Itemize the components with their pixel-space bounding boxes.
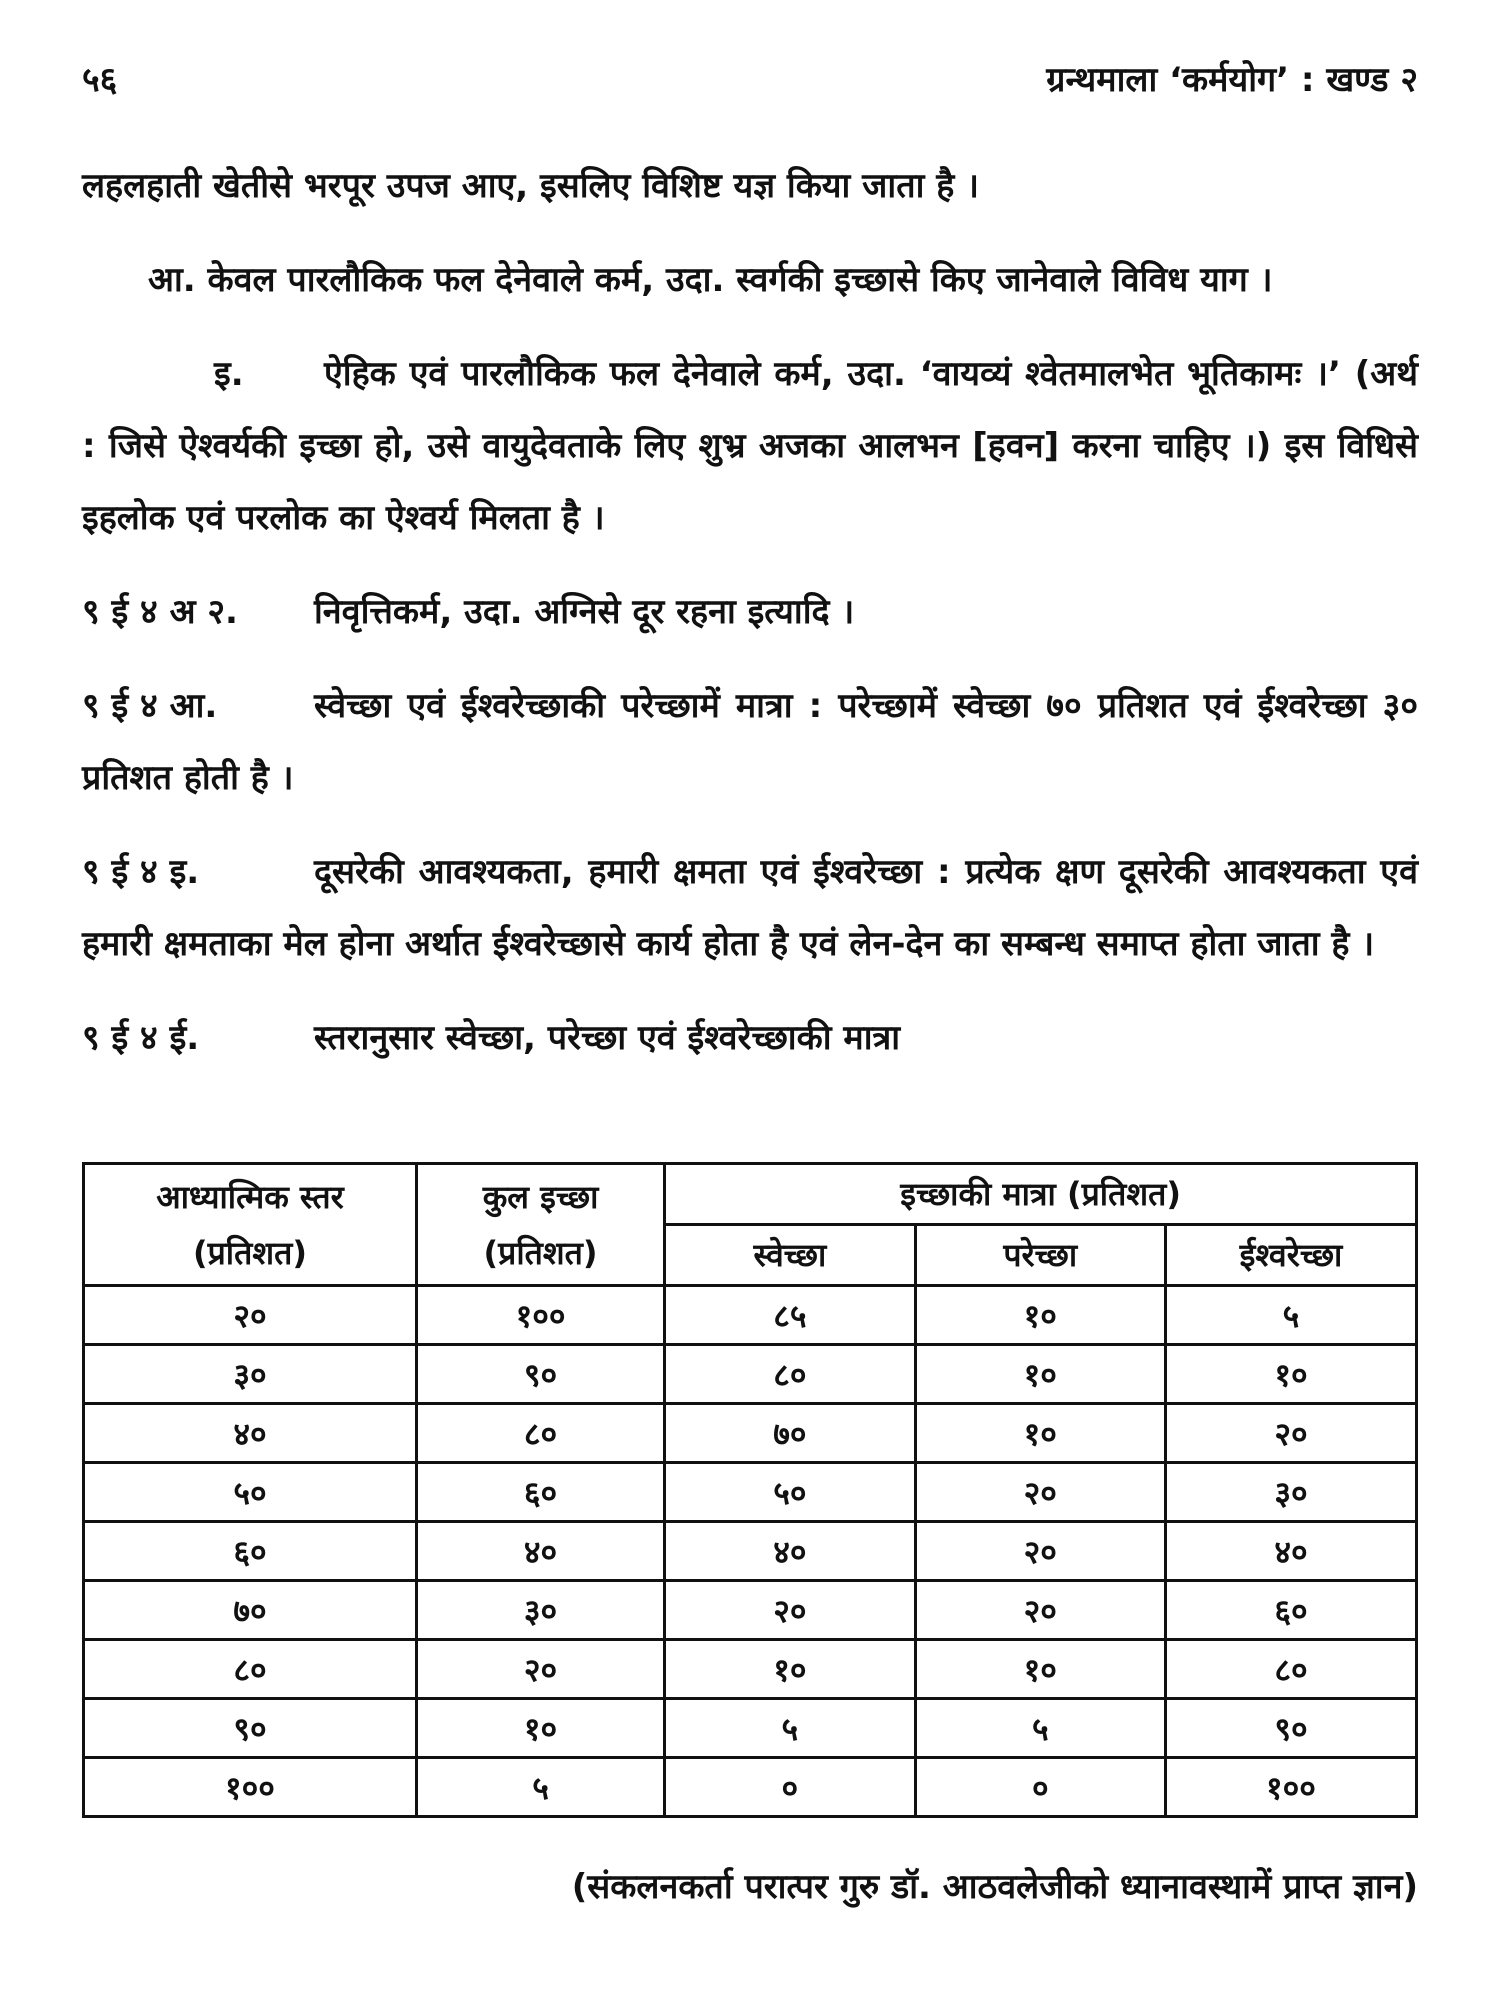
paragraph-item-aa: आ. केवल पारलौकिक फल देनेवाले कर्म, उदा. स्वर्गकी इच्छासे किए जानेवाले विविध याग । (148, 260, 1273, 300)
cell-others-will: ० (915, 1758, 1165, 1817)
section-text: प्रत्येक क्षण दूसरेकी आवश्यकता एवं हमारी क्षमताका मेल होना अर्थात ईश्वरेच्छासे कार्य होता है एवं लेन-देन का सम्बन्ध समाप्त होता जाता है । (82, 852, 1418, 964)
table-row (84, 1522, 1417, 1581)
cell-gods-will: ८० (1165, 1640, 1416, 1699)
table-row (84, 1581, 1417, 1640)
cell-gods-will: ९० (1165, 1699, 1416, 1758)
cell-others-will: १० (915, 1640, 1165, 1699)
header-others-will: परेच्छा (915, 1225, 1165, 1286)
source-note: (संकलनकर्ता परात्पर गुरु डॉ. आठवलेजीको ध्यानावस्थामें प्राप्त ज्ञान) (571, 1867, 1418, 1907)
cell-own-will: १० (665, 1640, 915, 1699)
cell-level: ४० (84, 1404, 417, 1463)
cell-total: १०० (416, 1286, 664, 1345)
cell-total: ५ (416, 1758, 664, 1817)
table-row (84, 1640, 1417, 1699)
cell-total: ९० (416, 1345, 664, 1404)
cell-own-will: ७० (665, 1404, 915, 1463)
section-number: ९ ई ४ इ. (82, 852, 200, 892)
table-row (84, 1404, 1417, 1463)
table-row (84, 1345, 1417, 1404)
table-row (84, 1758, 1417, 1817)
cell-level: ५० (84, 1463, 417, 1522)
body-text (82, 150, 1418, 1096)
cell-own-will: ५ (665, 1699, 915, 1758)
cell-others-will: १० (915, 1404, 1165, 1463)
cell-level: १०० (84, 1758, 417, 1817)
cell-total: ३० (416, 1581, 664, 1640)
cell-total: २० (416, 1640, 664, 1699)
cell-gods-will: १० (1165, 1345, 1416, 1404)
cell-level: ८० (84, 1640, 417, 1699)
table-header-row (84, 1164, 1417, 1225)
paragraph-continuation: लहलहाती खेतीसे भरपूर उपज आए, इसलिए विशिष्ट यज्ञ किया जाता है । (82, 166, 980, 206)
cell-level: २० (84, 1286, 417, 1345)
item-text: ऐहिक एवं पारलौकिक फल देनेवाले कर्म, उदा. ‘वायव्यं श्वेतमालभेत भूतिकामः ।’ (अर्थ : जिसे ऐश्वर्यकी इच्छा हो, उसे वायुदेवताके लिए शुभ्र अजका आलभन [हवन] करना चाहिए ।) इस विधिसे इहलोक एवं परलोक का ऐश्वर्य मिलता है । (82, 354, 1418, 538)
cell-gods-will: ६० (1165, 1581, 1416, 1640)
cell-level: ३० (84, 1345, 417, 1404)
cell-level: ७० (84, 1581, 417, 1640)
table-row (84, 1463, 1417, 1522)
cell-own-will: ० (665, 1758, 915, 1817)
cell-own-will: ८५ (665, 1286, 915, 1345)
section-heading: स्तरानुसार स्वेच्छा, परेच्छा एवं ईश्वरेच्छाकी मात्रा (314, 1018, 901, 1058)
section-number: ९ ई ४ ई. (82, 1018, 200, 1058)
cell-gods-will: २० (1165, 1404, 1416, 1463)
cell-others-will: १० (915, 1345, 1165, 1404)
cell-own-will: ४० (665, 1522, 915, 1581)
header-spiritual-level (84, 1164, 417, 1286)
header-total-desire (416, 1164, 664, 1286)
section-text: निवृत्तिकर्म, उदा. अग्निसे दूर रहना इत्यादि । (314, 592, 855, 632)
cell-gods-will: ३० (1165, 1463, 1416, 1522)
cell-own-will: ८० (665, 1345, 915, 1404)
cell-own-will: २० (665, 1581, 915, 1640)
cell-others-will: १० (915, 1286, 1165, 1345)
cell-total: ६० (416, 1463, 664, 1522)
will-ratio-table (82, 1162, 1418, 1818)
page-number: ५६ (82, 60, 118, 100)
cell-gods-will: ४० (1165, 1522, 1416, 1581)
item-number: इ. (214, 354, 244, 394)
cell-others-will: २० (915, 1463, 1165, 1522)
cell-others-will: २० (915, 1581, 1165, 1640)
cell-gods-will: ५ (1165, 1286, 1416, 1345)
header-line: कुल इच्छा (482, 1177, 599, 1216)
section-9e4a2 (82, 576, 1418, 648)
cell-level: ६० (84, 1522, 417, 1581)
cell-total: १० (416, 1699, 664, 1758)
cell-own-will: ५० (665, 1463, 915, 1522)
table-row (84, 1286, 1417, 1345)
cell-gods-will: १०० (1165, 1758, 1416, 1817)
running-header-title: ग्रन्थमाला ‘कर्मयोग’ : खण्ड २ (1046, 60, 1418, 100)
header-line: आध्यात्मिक स्तर (156, 1177, 344, 1216)
cell-level: ९० (84, 1699, 417, 1758)
header-desire-ratio-group: इच्छाकी मात्रा (प्रतिशत) (665, 1164, 1417, 1225)
cell-total: ८० (416, 1404, 664, 1463)
section-number: ९ ई ४ अ २. (82, 592, 238, 632)
header-own-will: स्वेच्छा (665, 1225, 915, 1286)
table-row (84, 1699, 1417, 1758)
section-9e4ii (82, 1002, 1418, 1074)
cell-others-will: २० (915, 1522, 1165, 1581)
section-number: ९ ई ४ आ. (82, 686, 218, 726)
section-heading: स्वेच्छा एवं ईश्वरेच्छाकी परेच्छामें मात्रा : (314, 686, 823, 726)
table-body (84, 1286, 1417, 1817)
header-line: (प्रतिशत) (192, 1233, 307, 1272)
section-9e4i (82, 836, 1418, 980)
cell-total: ४० (416, 1522, 664, 1581)
cell-others-will: ५ (915, 1699, 1165, 1758)
paragraph-item-i (82, 338, 1418, 554)
section-text: परेच्छामें स्वेच्छा ७० प्रतिशत एवं ईश्वरेच्छा ३० प्रतिशत होती है । (82, 686, 1418, 798)
header-line: (प्रतिशत) (483, 1233, 598, 1272)
header-gods-will: ईश्वरेच्छा (1165, 1225, 1416, 1286)
section-9e4aa (82, 670, 1418, 814)
section-heading: दूसरेकी आवश्यकता, हमारी क्षमता एवं ईश्वरेच्छा : (314, 852, 951, 892)
